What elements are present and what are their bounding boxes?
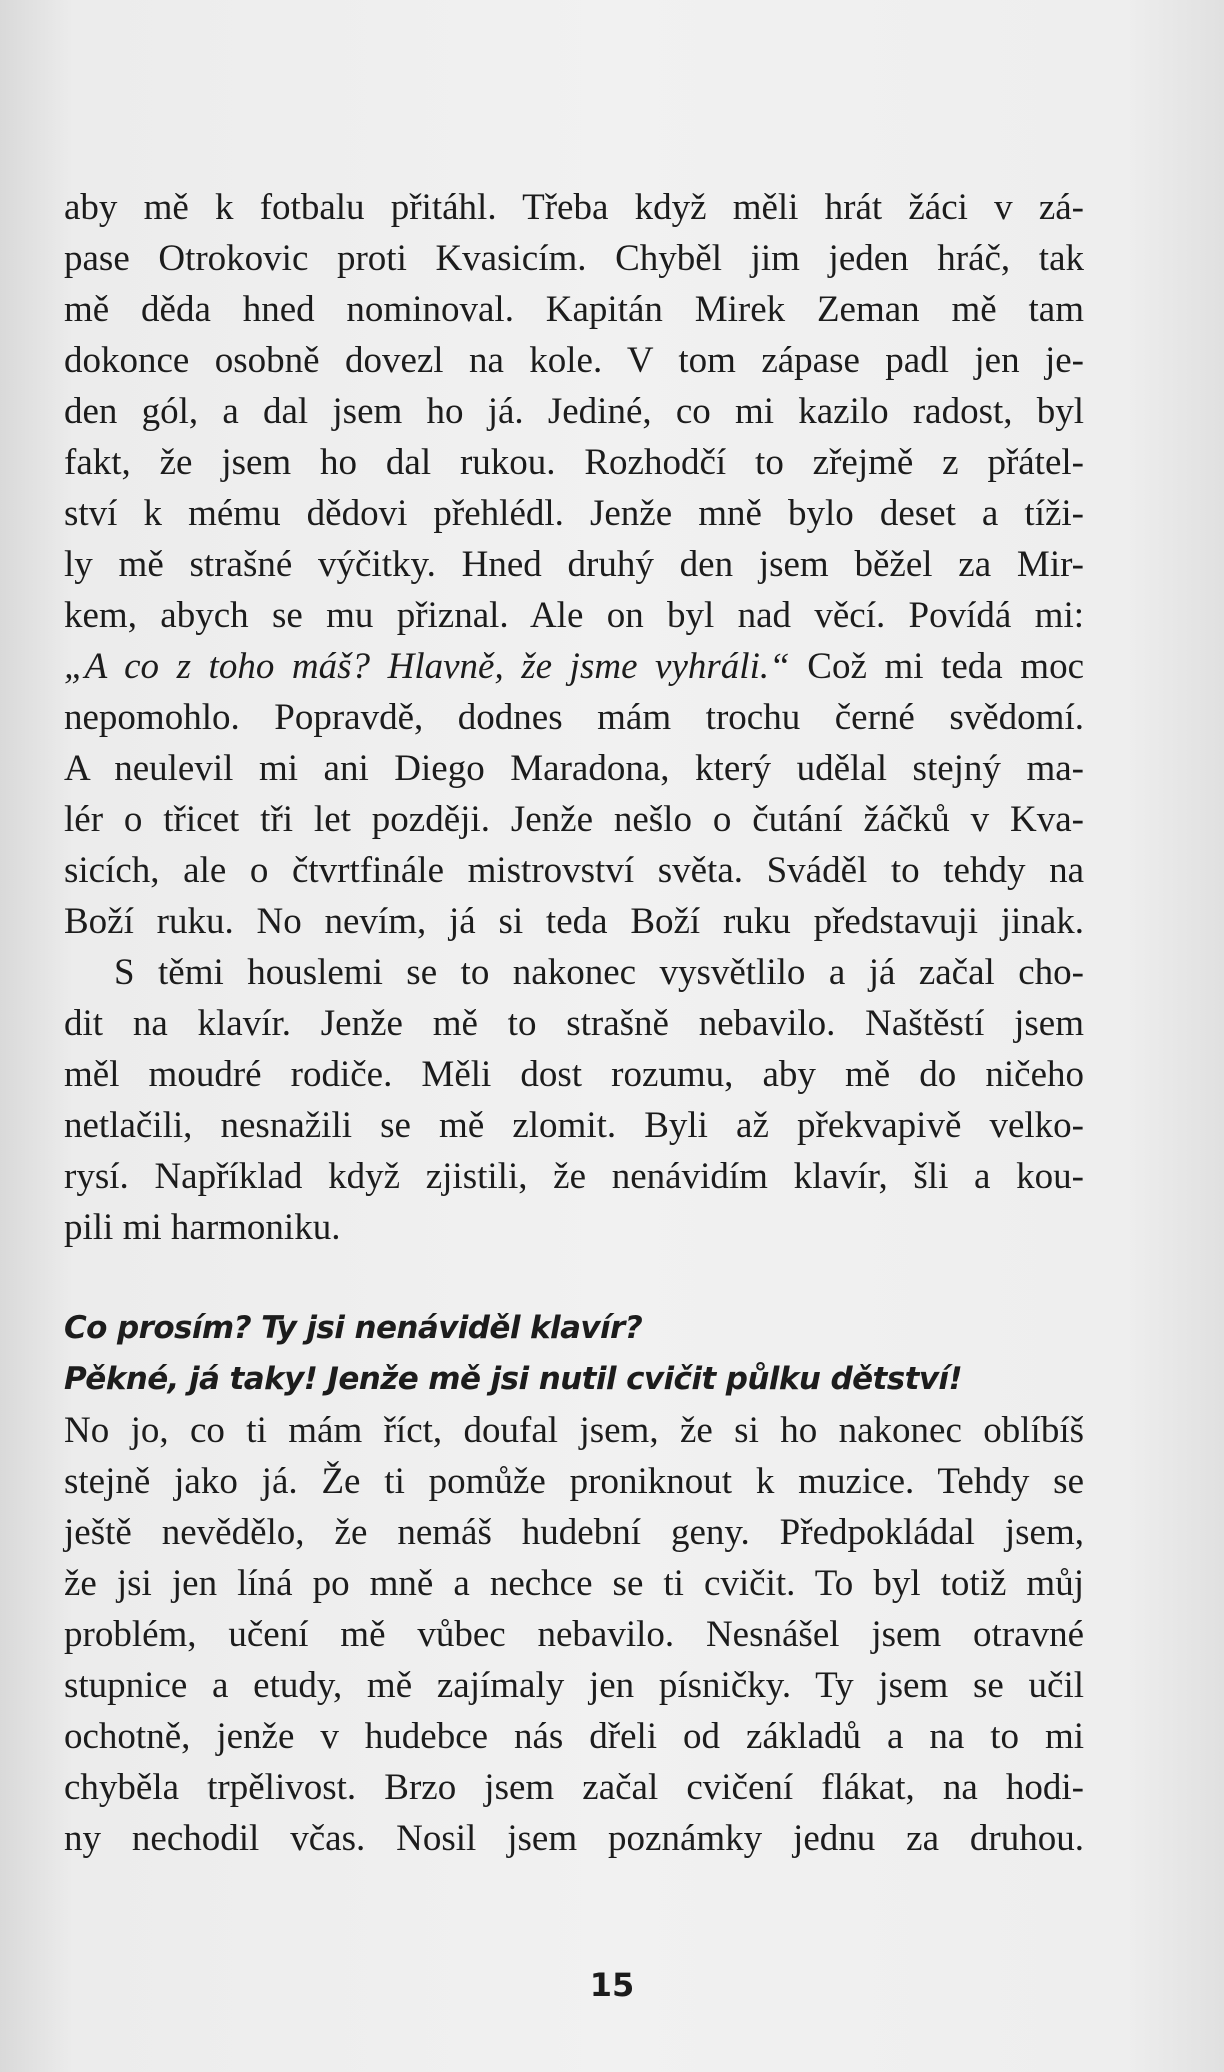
text-line: ly mě strašné výčitky. Hned druhý den jsem běžel za Mir- bbox=[64, 544, 1084, 585]
text-line: netlačili, nesnažili se mě zlomit. Byli až překvapivě velko- bbox=[64, 1105, 1084, 1146]
body-text-top bbox=[64, 182, 1084, 1253]
question-line: Pěkné, já taky! Jenže mě jsi nutil cvičit půlku dětství! bbox=[64, 1361, 962, 1397]
text-line: sicích, ale o čtvrtfinále mistrovství světa. Sváděl to tehdy na bbox=[64, 850, 1084, 891]
text-line: ochotně, jenže v hudebce nás dřeli od základů a na to mi bbox=[64, 1716, 1084, 1757]
text-line: problém, učení mě vůbec nebavilo. Nesnášel jsem otravné bbox=[64, 1614, 1084, 1655]
text-line: mě děda hned nominoval. Kapitán Mirek Zeman mě tam bbox=[64, 289, 1084, 330]
text-line: ny nechodil včas. Nosil jsem poznámky jednu za druhou. bbox=[64, 1818, 1084, 1859]
interview-questions bbox=[64, 1303, 1084, 1405]
quote-rest: Což mi teda moc bbox=[789, 646, 1084, 687]
text-line: No jo, co ti mám říct, doufal jsem, že si ho nakonec oblíbíš bbox=[64, 1410, 1084, 1451]
interview-answer bbox=[64, 1405, 1084, 1864]
text-line: kem, abych se mu přiznal. Ale on byl nad věcí. Povídá mi: bbox=[64, 595, 1084, 636]
text-line: nepomohlo. Popravdě, dodnes mám trochu černé svědomí. bbox=[64, 697, 1084, 738]
text-line: ještě nevědělo, že nemáš hudební geny. Předpokládal jsem, bbox=[64, 1512, 1084, 1553]
text-line: pase Otrokovic proti Kvasicím. Chyběl jim jeden hráč, tak bbox=[64, 238, 1084, 279]
text-line: chyběla trpělivost. Brzo jsem začal cvičení flákat, na hodi- bbox=[64, 1767, 1084, 1808]
text-line: Boží ruku. No nevím, já si teda Boží ruku představuji jinak. bbox=[64, 901, 1084, 942]
text-line: lér o třicet tři let později. Jenže nešlo o čutání žáčků v Kva- bbox=[64, 799, 1084, 840]
text-line: A neulevil mi ani Diego Maradona, který udělal stejný ma- bbox=[64, 748, 1084, 789]
text-line: S těmi houslemi se to nakonec vysvětlilo a já začal cho- bbox=[114, 952, 1084, 993]
text-line: rysí. Například když zjistili, že nenávidím klavír, šli a kou- bbox=[64, 1156, 1084, 1197]
quote-text: „A co z toho máš? Hlavně, že jsme vyhráli.“ bbox=[64, 646, 790, 687]
text-line: fakt, že jsem ho dal rukou. Rozhodčí to zřejmě z přátel- bbox=[64, 442, 1084, 483]
question-line: Co prosím? Ty jsi nenáviděl klavír? bbox=[64, 1310, 643, 1346]
text-line: aby mě k fotbalu přitáhl. Třeba když měli hrát žáci v zá- bbox=[64, 187, 1084, 228]
text-line: ství k mému dědovi přehlédl. Jenže mně bylo deset a tíži- bbox=[64, 493, 1084, 534]
text-line: dokonce osobně dovezl na kole. V tom zápase padl jen je- bbox=[64, 340, 1084, 381]
text-line: měl moudré rodiče. Měli dost rozumu, aby mě do ničeho bbox=[64, 1054, 1084, 1095]
text-line: dit na klavír. Jenže mě to strašně nebavilo. Naštěstí jsem bbox=[64, 1003, 1084, 1044]
text-line: stejně jako já. Že ti pomůže proniknout k muzice. Tehdy se bbox=[64, 1461, 1084, 1502]
text-line-quote bbox=[64, 641, 1084, 692]
text-line: že jsi jen líná po mně a nechce se ti cvičit. To byl totiž můj bbox=[64, 1563, 1084, 1604]
page-number: 15 bbox=[589, 1966, 635, 2004]
text-line: stupnice a etudy, mě zajímaly jen písničky. Ty jsem se učil bbox=[64, 1665, 1084, 1706]
text-line: pili mi harmoniku. bbox=[64, 1207, 341, 1248]
text-line: den gól, a dal jsem ho já. Jediné, co mi kazilo radost, byl bbox=[64, 391, 1084, 432]
